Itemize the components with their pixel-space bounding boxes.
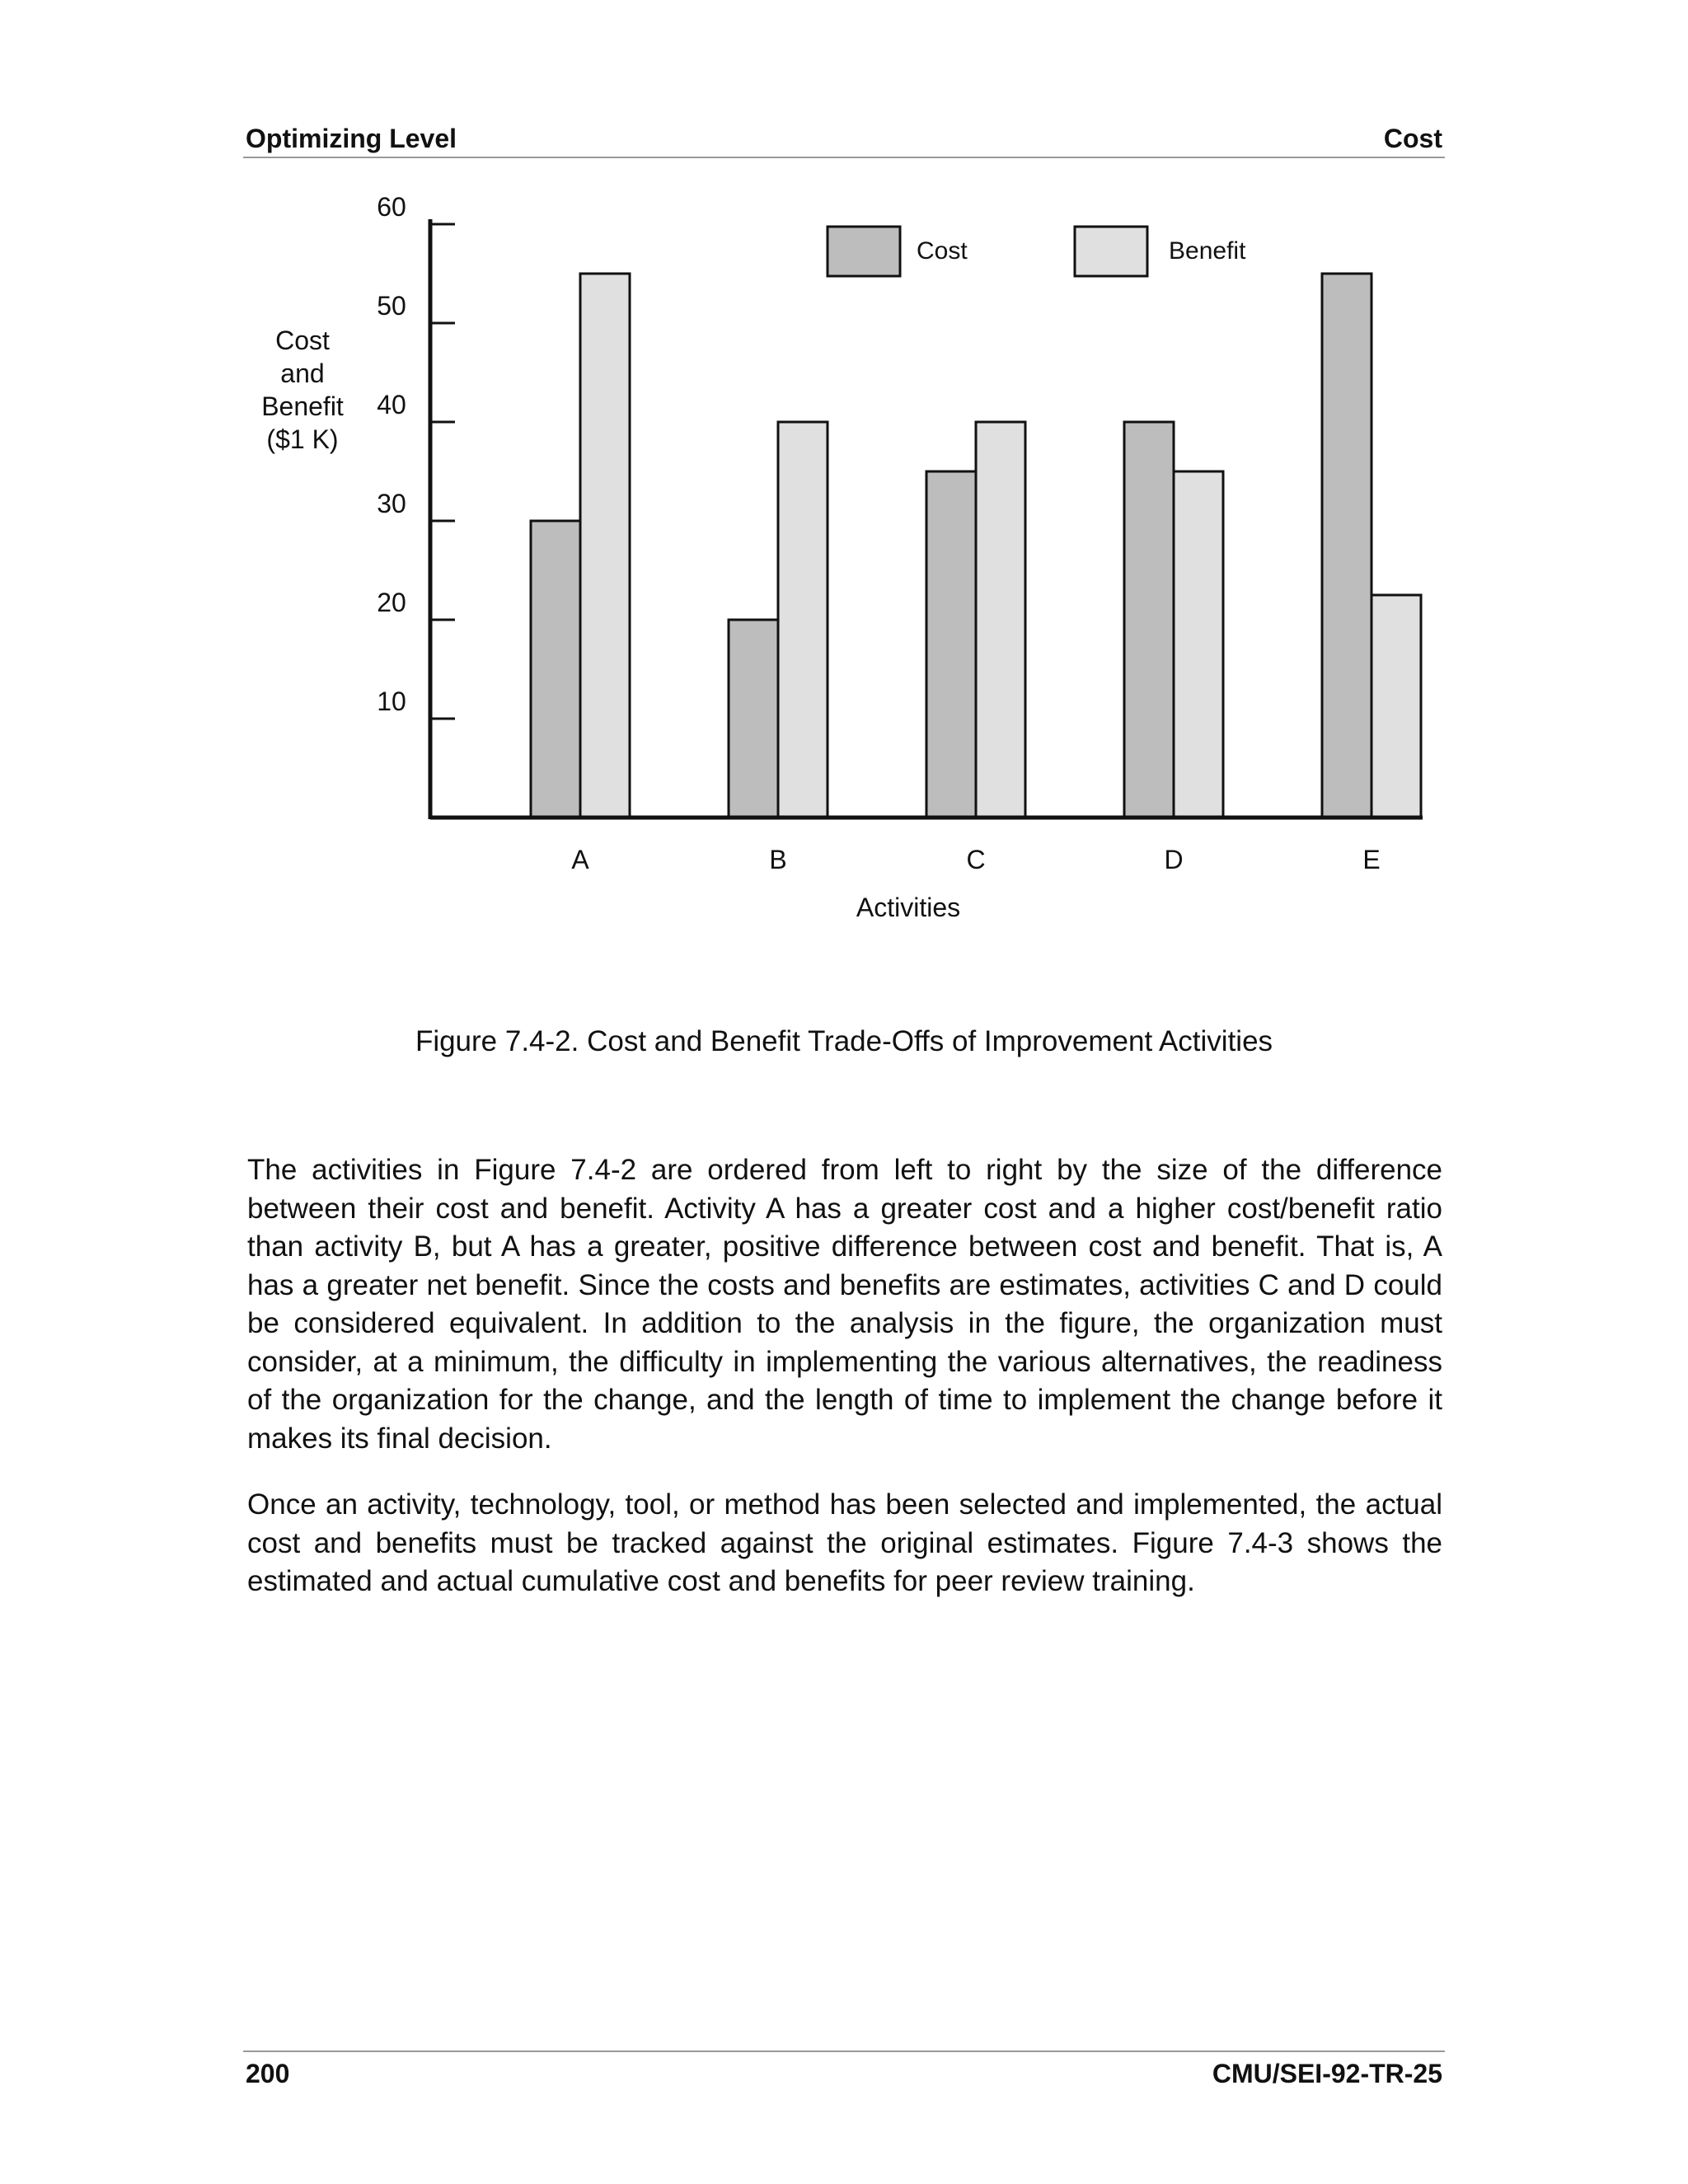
bar-cost-e — [1322, 274, 1372, 818]
bar-cost-a — [531, 521, 580, 818]
y-axis-label-line-2: and — [280, 359, 325, 388]
body-paragraph-1: The activities in Figure 7.4-2 are ordered from left to right by the size of the difference between their cost and benefit. Activity A has a greater cost and a higher cost/benefit ratio than activity B, but A has a greater, positive difference between cost and benefit. That is, A has a greater net benefit. Since the costs and benefits are estimates, activities C and D could be considered equivalent. In addition to the analysis in the figure, the organization must consider, at a minimum, the difficulty in implementing the various alternatives, the readiness of the organization for the change, and the length of time to implement the change before it makes its final decision. — [247, 1154, 1442, 1455]
bar-benefit-d — [1174, 471, 1223, 818]
x-tick-label-c: C — [966, 845, 986, 874]
legend-label-cost: Cost — [917, 237, 968, 265]
legend-swatch-benefit — [1075, 227, 1147, 276]
x-tick-label-e: E — [1362, 845, 1381, 874]
y-tick-label-10: 10 — [377, 687, 406, 716]
cost-benefit-bar-chart — [0, 0, 1688, 989]
y-axis-label-line-3: Benefit — [261, 391, 344, 421]
bar-benefit-e — [1372, 595, 1421, 818]
bar-benefit-b — [778, 422, 828, 818]
y-axis-label-line-4: ($1 K) — [266, 424, 339, 454]
body-paragraph-2: Once an activity, technology, tool, or method has been selected and implemented, the actual cost and benefits must be tracked against the original estimates. Figure 7.4-3 shows the estimated and actual cumulative cost and benefits for peer review training. — [247, 1488, 1442, 1597]
running-header-topic: Cost — [1383, 124, 1442, 153]
bar-benefit-a — [580, 274, 630, 818]
bar-cost-b — [729, 620, 778, 818]
running-header-section: Optimizing Level — [246, 124, 457, 153]
legend-label-benefit: Benefit — [1169, 237, 1246, 265]
bar-cost-d — [1124, 422, 1174, 818]
legend-swatch-cost — [828, 227, 900, 276]
bar-cost-c — [926, 471, 976, 818]
page-number: 200 — [246, 2059, 290, 2088]
report-id: CMU/SEI-92-TR-25 — [1212, 2059, 1442, 2088]
y-tick-label-20: 20 — [377, 588, 406, 617]
y-tick-label-60: 60 — [377, 192, 406, 222]
y-axis-label-line-1: Cost — [275, 326, 330, 355]
x-axis-label: Activities — [856, 893, 961, 922]
x-tick-label-b: B — [769, 845, 787, 874]
y-tick-label-30: 30 — [377, 489, 406, 518]
y-tick-label-50: 50 — [377, 291, 406, 321]
x-tick-label-d: D — [1164, 845, 1184, 874]
figure-caption: Figure 7.4-2. Cost and Benefit Trade-Offs of Improvement Activities — [415, 1025, 1273, 1057]
x-tick-label-a: A — [571, 845, 589, 874]
bar-benefit-c — [976, 422, 1025, 818]
y-tick-label-40: 40 — [377, 390, 406, 419]
footer-rule — [243, 2050, 1445, 2052]
